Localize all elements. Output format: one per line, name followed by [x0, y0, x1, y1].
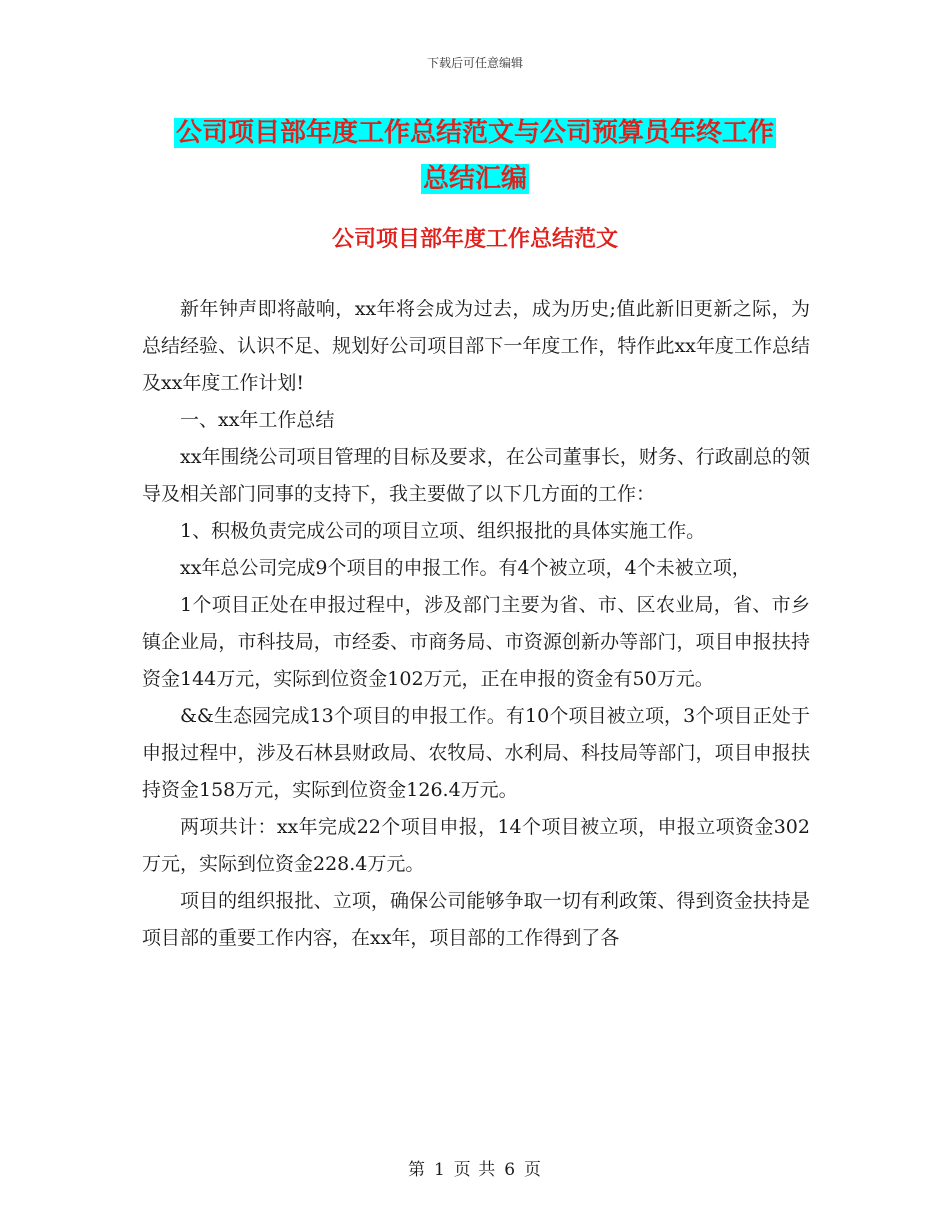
paragraph: xx年总公司完成9个项目的申报工作。有4个被立项，4个未被立项，	[180, 557, 751, 579]
paragraph: 1个项目正处在申报过程中，涉及部门主要为省、市、区农业局，省、市乡镇企业局，市科技局，市经委、市商务局、市资源创新办等部门，项目申报扶持资金144万元，实际到位资金102万元，正在申报的资金有50万元。	[142, 594, 810, 690]
paragraph: &&生态园完成13个项目的申报工作。有10个项目被立项，3个项目正处于申报过程中，涉及石林县财政局、农牧局、水利局、科技局等部门，项目申报扶持资金158万元，实际到位资金126.4万元。	[142, 705, 810, 801]
document-title	[140, 110, 810, 202]
paragraph: 项目的组织报批、立项，确保公司能够争取一切有利政策、得到资金扶持是项目部的重要工作内容，在xx年，项目部的工作得到了各	[142, 890, 810, 949]
section-title: 公司项目部年度工作总结范文	[331, 227, 618, 252]
header-note: 下载后可任意编辑	[426, 56, 523, 70]
document-title-line-1: 公司项目部年度工作总结范文与公司预算员年终工作	[175, 118, 774, 148]
body-text	[142, 291, 810, 957]
paragraph: 一、xx年工作总结	[180, 409, 335, 431]
paragraph: 1、积极负责完成公司的项目立项、组织报批的具体实施工作。	[180, 520, 706, 542]
paragraph: xx年围绕公司项目管理的目标及要求，在公司董事长，财务、行政副总的领导及相关部门同事的支持下，我主要做了以下几方面的工作：	[142, 446, 810, 505]
paragraph: 新年钟声即将敲响，xx年将会成为过去，成为历史;值此新旧更新之际，为总结经验、认识不足、规划好公司项目部下一年度工作，特作此xx年度工作总结及xx年度工作计划!	[142, 298, 810, 394]
footer-middle: 页 共	[453, 1160, 497, 1180]
page-footer	[0, 1155, 950, 1180]
document-title-line-2: 总结汇编	[422, 164, 527, 194]
paragraph: 两项共计：xx年完成22个项目申报，14个项目被立项，申报立项资金302万元，实际到位资金228.4万元。	[142, 816, 810, 875]
total-page-count: 6	[504, 1160, 517, 1180]
footer-suffix: 页	[524, 1160, 543, 1180]
current-page-number: 1	[433, 1160, 446, 1180]
footer-prefix: 第	[407, 1160, 426, 1180]
